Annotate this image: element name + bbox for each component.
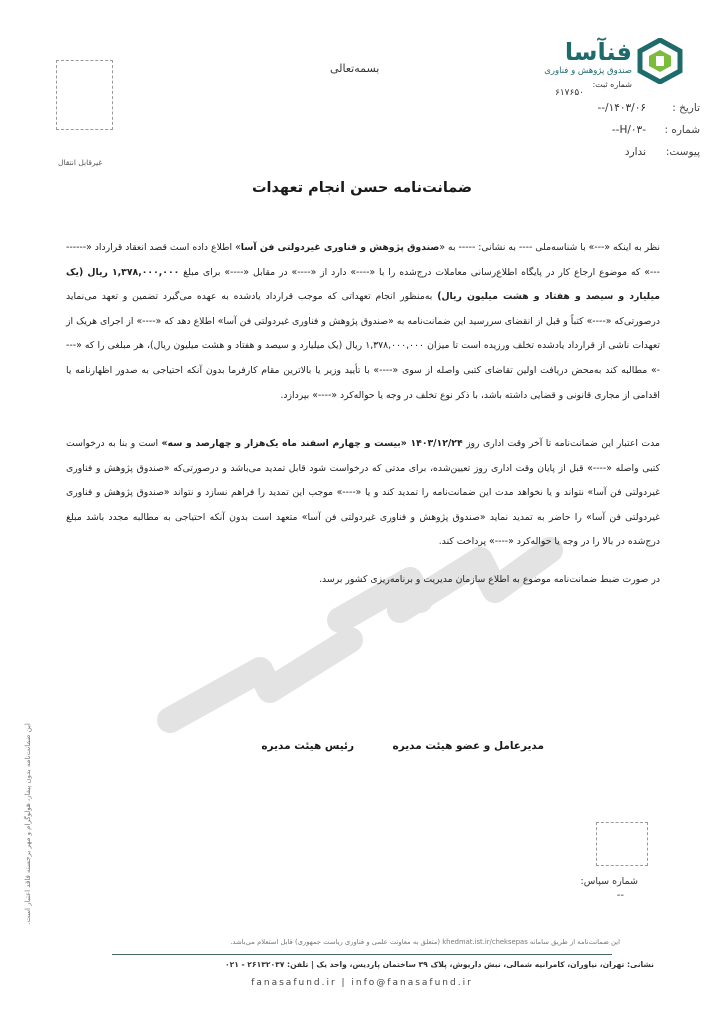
fanasa-logo-icon (636, 38, 684, 84)
footer-web-email[interactable]: fanasafund.ir | info@fanasafund.ir (251, 978, 473, 988)
logo-name: فنآسا (564, 38, 632, 66)
side-validity-note: این ضمانت‌نامه بدون پیفار، هولوگرام و مهر برجسته فاقد اعتبار است. (24, 723, 32, 925)
stamp-box-top (56, 60, 113, 130)
paragraph-3: در صورت ضبط ضمانت‌نامه موضوع به اطلاع سازمان مدیریت و برنامه‌ریزی کشور برسد. (319, 574, 660, 585)
sepas-label: شماره سپاس: (580, 876, 638, 887)
sepas-value: -- (616, 890, 624, 901)
stamp-box-bottom (596, 822, 648, 866)
footer-disclaimer: این ضمانت‌نامه از طریق سامانه khedmat.ist.ir/cheksepas (متعلق به معاونت علمی و فناوری ریاست جمهوری) قابل استعلام می‌باشد. (230, 938, 620, 946)
footer-address: نشانی: تهران، نیاوران، کامرانیه شمالی، نبش داریوش، پلاک ۳۹ ساختمان پاردیس، واحد یک | تلفن: ۲۶۱۳۲۰۳۷ - ۰۲۱ (224, 960, 654, 969)
meta-number: شماره :-۰۳/H-- (611, 124, 700, 136)
footer-divider (112, 954, 612, 955)
meta-attachment: پیوست:ندارد (624, 146, 700, 158)
basmala: بسمه‌تعالی (330, 62, 380, 75)
meta-date: تاریخ :۱۴۰۳/۰۶/-- (597, 102, 700, 114)
paragraph-2: مدت اعتبار این ضمانت‌نامه تا آخر وقت اداری روز ۱۴۰۳/۱۲/۲۴ «بیست و چهارم اسفند ماه یک‌هزار و چهارصد و سه» است و بنا به درخواست کتبی واصله «----» قبل از پایان وقت اداری روز تعیین‌شده، برای مدتی که درخواست شود قابل تمدید می‌باشد و درصورتی‌که «صندوق پژوهش و فناوری غیردولتی فن آسا» نتواند و یا نخواهد مدت این ضمانت‌نامه را تمدید کند و یا «----» موجب این تمدید را فراهم نسازد و نتواند «صندوق پژوهش و فناوری غیردولتی فن آسا» را حاضر به تمدید نماید «صندوق پژوهش و فناوری غیردولتی فن آسا» متعهد است بدون آنکه احتیاجی به مطالبه مجدد باشد مبلغ درج‌شده در بالا را در وجه یا حواله‌کرد «----» پرداخت کند. (66, 438, 660, 548)
document-title: ضمانت‌نامه حسن انجام تعهدات (251, 180, 473, 196)
paragraph-1: نظر به اینکه «---» با شناسه‌ملی ---- به نشانی: ----- به «صندوق پژوهش و فناوری غیردولتی فن آسا» اطلاع داده است قصد انعقاد قرارداد «---------» که موضوع ارجاع کار در پایگاه اطلاع‌رسانی معاملات درج‌شده را با «----» دارد از «----» در مقابل «----» برای مبلغ ۱,۳۷۸,۰۰۰,۰۰۰ ریال (یک میلیارد و سیصد و هفتاد و هشت میلیون ریال) به‌منظور انجام تعهداتی که موجب قرارداد یادشده به عهده می‌گیرد تضمین و تعهد می‌نماید درصورتی‌که «----» کتباً و قبل از انقضای سررسید این ضمانت‌نامه به «صندوق پژوهش و فناوری غیردولتی فن آسا» اطلاع دهد که «----» از اجرای هریک از تعهدات ناشی از قرارداد یادشده تخلف ورزیده است تا میزان ۱,۳۷۸,۰۰۰,۰۰۰ ریال (یک میلیارد و سیصد و هفتاد و هشت میلیون ریال)، هر مبلغی را که «----» مطالبه کند به‌محض دریافت اولین تقاضای کتبی واصله از سوی «----» با تأیید وزیر یا بالاترین مقام کارفرما بدون آنکه احتیاجی به صدور اظهارنامه یا اقدامی از مجاری قانونی و قضایی داشته باشد، با ذکر نوع تخلف در وجه یا حواله‌کرد «----» بپردازد. (66, 242, 660, 401)
signature-ceo: مدیرعامل و عضو هیئت مدیره (392, 740, 544, 752)
non-transferable-note: غیرقابل انتقال (58, 158, 103, 167)
registration-label: شماره ثبت: (592, 80, 632, 89)
signature-chairman: رئیس هیئت مدیره (261, 740, 354, 752)
logo-subtitle: صندوق پژوهش و فناوری (544, 66, 632, 76)
registration-number: ۶۱۷۶۵۰ (554, 88, 584, 98)
